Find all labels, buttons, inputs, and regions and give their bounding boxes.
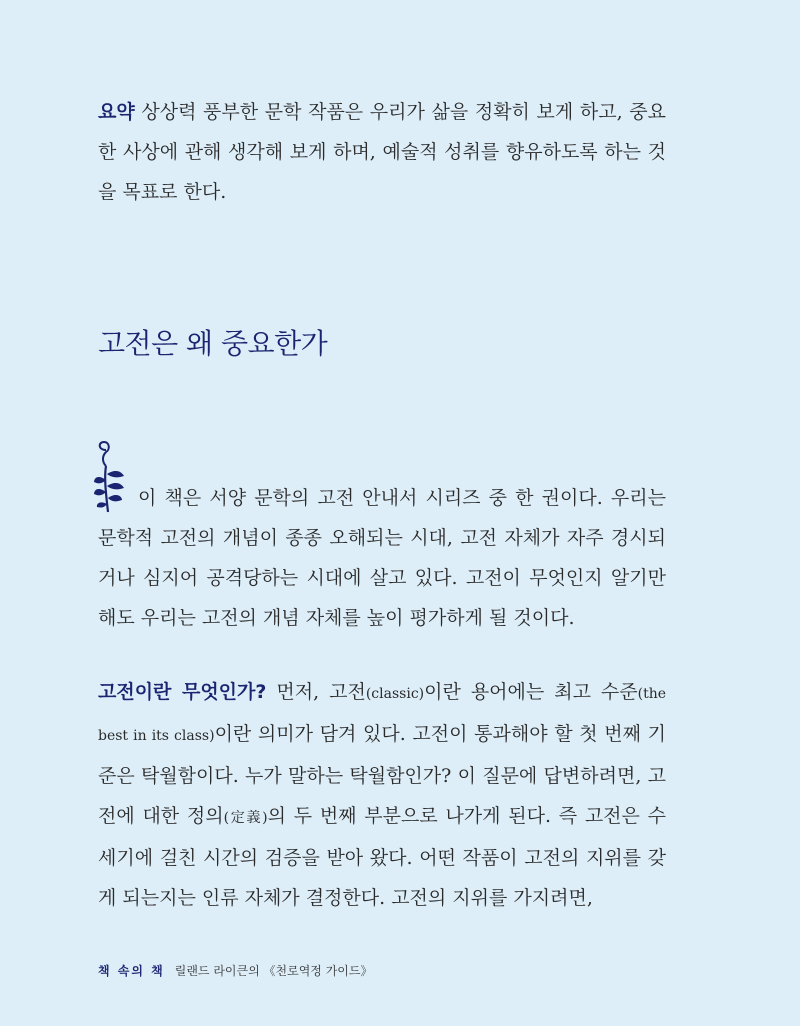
summary-text: 상상력 풍부한 문학 작품은 우리가 삶을 정확히 보게 하고, 중요한 사상에 관해 생각해 보게 하며, 예술적 성취를 향유하도록 하는 것을 목표로 한다. [98,101,666,203]
summary-label: 요약 [98,101,135,123]
page-footer [98,962,372,979]
paragraph-2-gloss-3: (定義) [223,810,268,826]
paragraph-2-gloss-1: (classic) [365,686,425,702]
footer-series: 책 속의 책 [98,964,165,978]
paragraph-2-text-2: 이란 용어에는 최고 수준 [424,681,638,703]
paragraph-2-text-4: 의 두 번째 부분으로 나가게 된다. 즉 고전은 수 세기에 걸친 시간의 검증을 받아 왔다. 어떤 작품이 고전의 지위를 갖게 되는지는 인류 자체가 결정한다. 고전의 지위를 가지려면, [98,805,666,909]
section-title: 고전은 왜 중요한가 [98,327,328,360]
footer-book-title: 릴랜드 라이큰의 《천로역정 가이드》 [174,964,373,978]
paragraph-2-text-3: 이란 의미가 담겨 있다. 고전이 통과해야 할 첫 번째 기준은 탁월함이다. 누가 말하는 탁월함인가? 이 질문에 답변하려면, 고전에 대한 정의 [98,723,666,827]
summary-paragraph [98,92,666,212]
body-paragraph-2 [98,672,666,918]
paragraph-2-text-1: 먼저, 고전 [266,681,366,703]
paragraph-2-gloss-2: (the best in its class) [98,686,666,744]
paragraph-2-heading: 고전이란 무엇인가? [98,681,267,703]
body-paragraph-1: 이 책은 서양 문학의 고전 안내서 시리즈 중 한 권이다. 우리는 문학적 고전의 개념이 종종 오해되는 시대, 고전 자체가 자주 경시되거나 심지어 공격당하는 시대에 살고 있다. 고전이 무엇인지 알기만 해도 우리는 고전의 개념 자체를 높이 평가하게 될 것이다. [98,487,666,629]
